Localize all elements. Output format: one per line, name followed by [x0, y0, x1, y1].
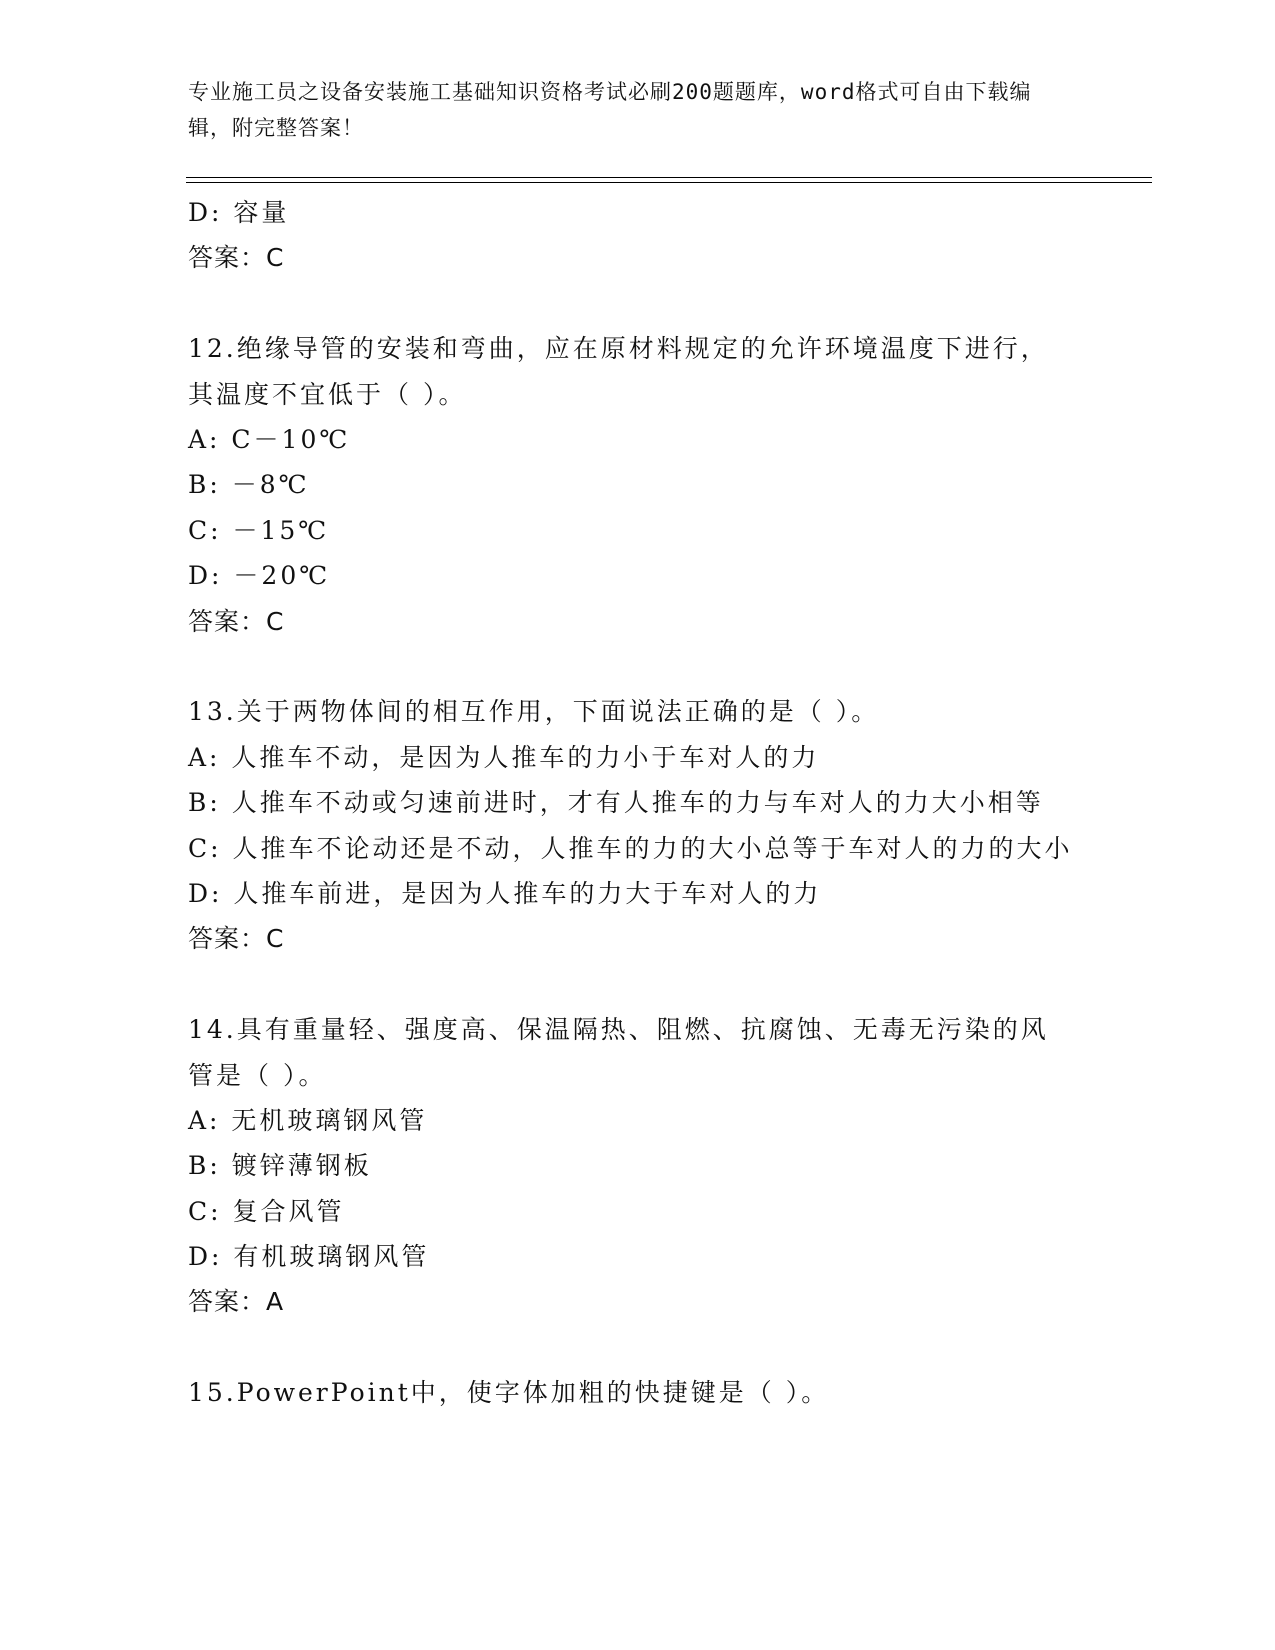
- spacer: [188, 1325, 1073, 1370]
- document-header: 专业施工员之设备安装施工基础知识资格考试必刷200题题库，word格式可自由下载编辑，附完整答案！: [188, 80, 1032, 140]
- option-d: D: 有机玻璃钢风管: [188, 1242, 430, 1272]
- question-15: [188, 1370, 1073, 1415]
- option-a: A: C－10℃: [188, 424, 351, 454]
- question-13: [188, 689, 1073, 961]
- spacer: [188, 281, 1073, 326]
- option-c: C: －15℃: [188, 515, 330, 545]
- option-c: C: 复合风管: [188, 1196, 345, 1226]
- header-rule-top: [186, 177, 1152, 178]
- spacer: [188, 962, 1073, 1007]
- option-d: D: 容量: [188, 198, 290, 227]
- answer: 答案：C: [188, 924, 285, 954]
- option-d: D: －20℃: [188, 561, 331, 591]
- option-a: A: 人推车不动，是因为人推车的力小于车对人的力: [188, 742, 820, 772]
- question-stem: 13.关于两物体间的相互作用，下面说法正确的是（ ）。: [188, 697, 880, 727]
- answer: 答案：C: [188, 243, 285, 273]
- option-b: B: 人推车不动或匀速前进时，才有人推车的力与车对人的力大小相等: [188, 788, 1044, 818]
- question-14: [188, 1007, 1073, 1325]
- answer: 答案：C: [188, 606, 285, 636]
- spacer: [188, 644, 1073, 689]
- question-stem: 15.PowerPoint中，使字体加粗的快捷键是（ ）。: [188, 1378, 830, 1408]
- question-stem: 12.绝缘导管的安装和弯曲，应在原材料规定的允许环境温度下进行，其温度不宜低于（ ）。: [188, 334, 1049, 409]
- option-a: A: 无机玻璃钢风管: [188, 1105, 428, 1135]
- option-c: C: 人推车不论动还是不动，人推车的力的大小总等于车对人的力的大小: [188, 833, 1073, 863]
- question-list: [188, 190, 1073, 1416]
- question-stem: 14.具有重量轻、强度高、保温隔热、阻燃、抗腐蚀、无毒无污染的风管是（ ）。: [188, 1015, 1049, 1090]
- question-12: [188, 326, 1073, 644]
- option-b: B: －8℃: [188, 470, 310, 500]
- previous-question-tail: [188, 190, 1073, 281]
- option-d: D: 人推车前进，是因为人推车的力大于车对人的力: [188, 878, 822, 908]
- answer: 答案：A: [188, 1287, 285, 1317]
- header-rule-bottom: [186, 182, 1152, 183]
- option-b: B: 镀锌薄钢板: [188, 1151, 372, 1181]
